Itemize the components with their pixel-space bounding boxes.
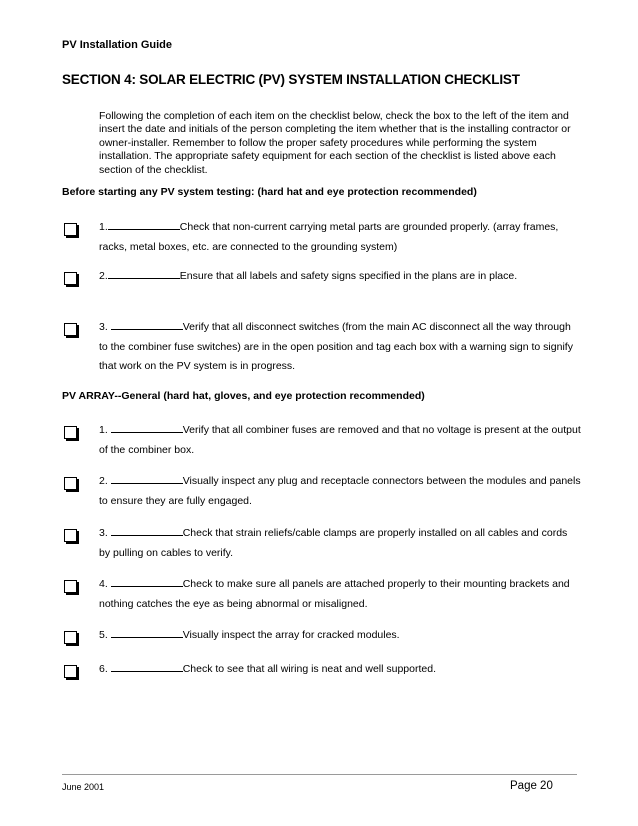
item-number: 2.: [99, 270, 108, 282]
item-text: Visually inspect the array for cracked modules.: [182, 629, 400, 641]
checkbox[interactable]: [64, 426, 77, 439]
date-initials-blank[interactable]: [111, 473, 183, 484]
checkbox[interactable]: [64, 477, 77, 490]
footer-date: June 2001: [62, 782, 105, 792]
item-text: Check to make sure all panels are attached properly to their mounting brackets and nothing catches the eye as being abnormal or misaligned.: [99, 578, 570, 610]
checkbox[interactable]: [64, 580, 77, 593]
date-initials-blank[interactable]: [111, 661, 183, 672]
checkbox[interactable]: [64, 529, 77, 542]
checkbox[interactable]: [64, 631, 77, 644]
date-initials-blank[interactable]: [111, 576, 183, 587]
date-initials-blank[interactable]: [111, 422, 183, 433]
item-text: Check that strain reliefs/cable clamps are properly installed on all cables and cords by pulling on cables to verify.: [99, 527, 568, 559]
footer-rule: [62, 774, 577, 775]
checkbox[interactable]: [64, 223, 77, 236]
date-initials-blank[interactable]: [111, 319, 183, 330]
section-title: SECTION 4: SOLAR ELECTRIC (PV) SYSTEM INSTALLATION CHECKLIST: [62, 72, 520, 87]
date-initials-blank[interactable]: [108, 268, 180, 279]
intro-paragraph: Following the completion of each item on the checklist below, check the box to the left of the item and insert the date and initials of the person completing the item whether that is the installing contractor or owner-installer. Remember to follow the proper safety procedures while performing the system installation. The appropriate safety equipment for each section of the checklist is listed above each section of the checklist.: [99, 110, 571, 176]
date-initials-blank[interactable]: [111, 627, 183, 638]
item-number: 2.: [99, 475, 111, 487]
item-number: 3.: [99, 527, 111, 539]
checkbox[interactable]: [64, 323, 77, 336]
date-initials-blank[interactable]: [108, 219, 180, 230]
item-text: Visually inspect any plug and receptacle connectors between the modules and panels to ensure they are fully engaged.: [99, 475, 581, 507]
item-text: Check to see that all wiring is neat and well supported.: [182, 663, 436, 675]
item-text: Verify that all combiner fuses are removed and that no voltage is present at the output of the combiner box.: [99, 424, 581, 456]
checkbox[interactable]: [64, 665, 77, 678]
page-number: Page 20: [510, 780, 553, 792]
group-heading-pre-testing: Before starting any PV system testing: (hard hat and eye protection recommended): [62, 186, 477, 198]
item-number: 6.: [99, 663, 111, 675]
item-text: Ensure that all labels and safety signs specified in the plans are in place.: [179, 270, 518, 282]
item-number: 1.: [99, 221, 108, 233]
item-number: 1.: [99, 424, 111, 436]
date-initials-blank[interactable]: [111, 525, 183, 536]
item-number: 4.: [99, 578, 111, 590]
item-number: 3.: [99, 321, 111, 333]
item-text: Check that non-current carrying metal parts are grounded properly. (array frames, racks, metal boxes, etc. are connected to the grounding system): [99, 221, 559, 253]
group-heading-pv-array: PV ARRAY--General (hard hat, gloves, and eye protection recommended): [62, 390, 425, 402]
item-number: 5.: [99, 629, 111, 641]
checkbox[interactable]: [64, 272, 77, 285]
item-text: Verify that all disconnect switches (from the main AC disconnect all the way through to the combiner fuse switches) are in the open position and tag each box with a warning sign to signify that work on the PV system is in progress.: [99, 321, 573, 372]
running-header: PV Installation Guide: [62, 39, 173, 51]
